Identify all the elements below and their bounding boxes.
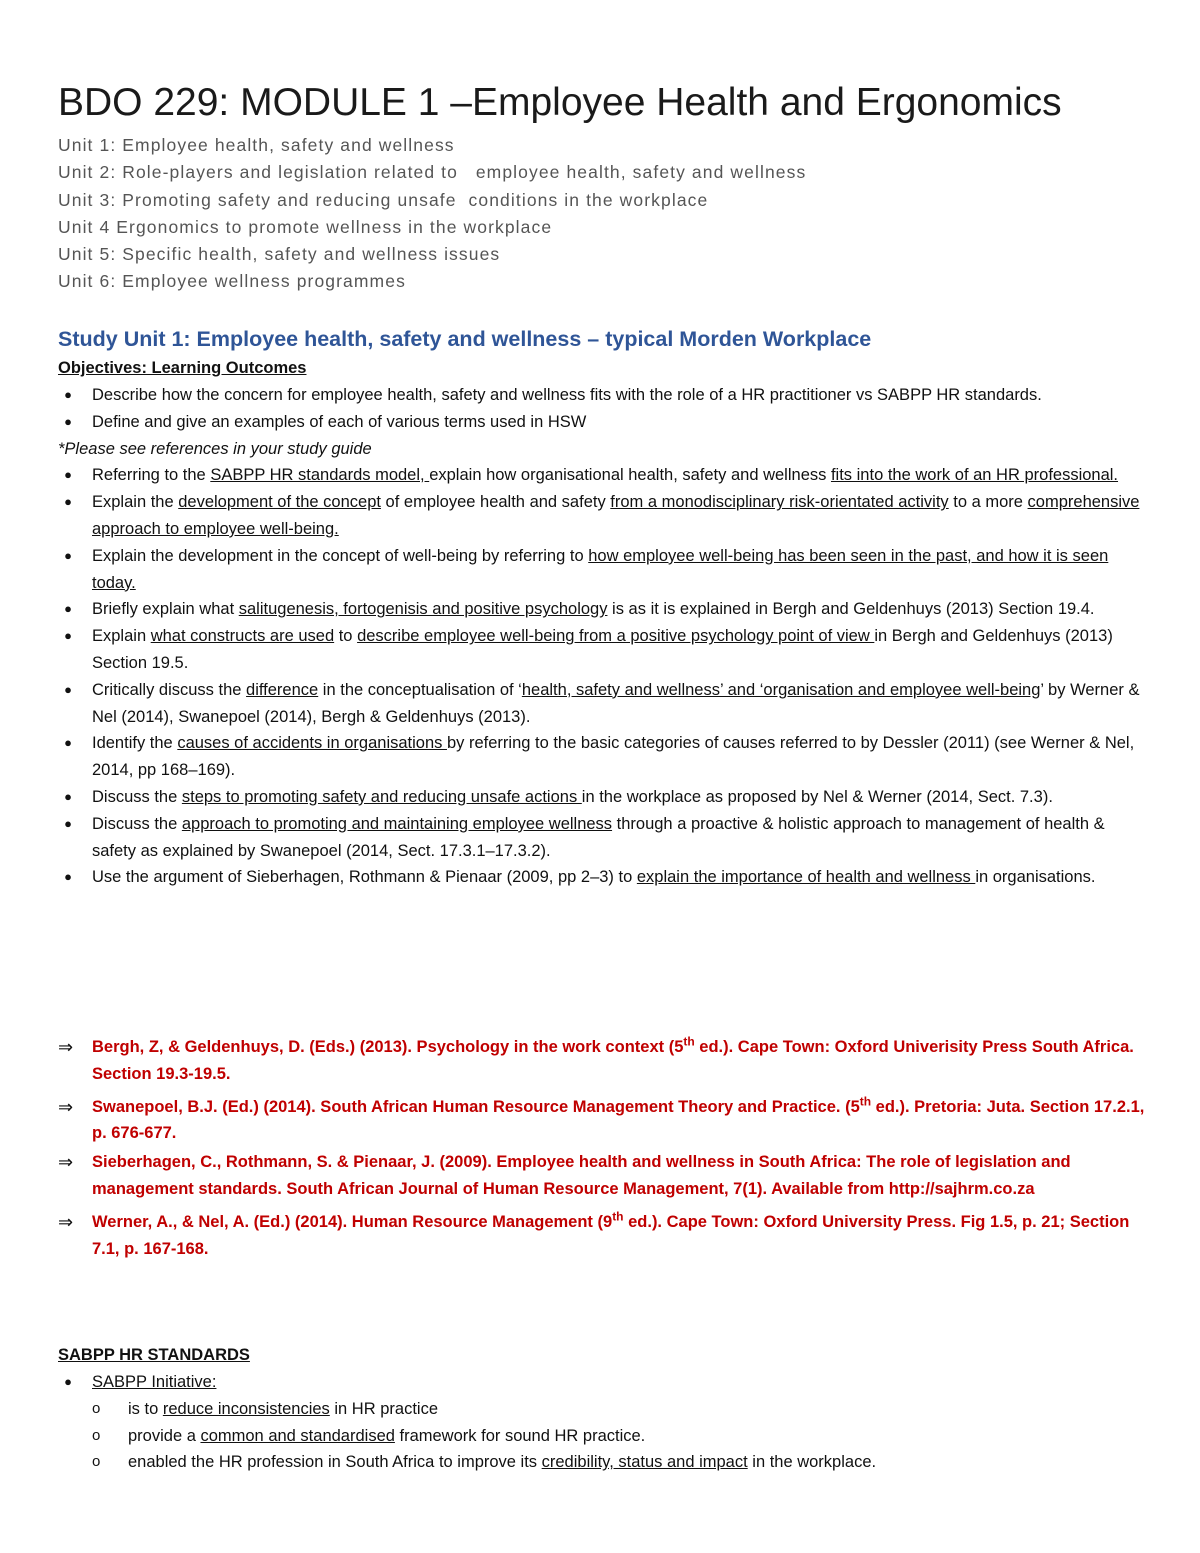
- objective-text: [92, 734, 1134, 779]
- underlined-text: what constructs are used: [150, 627, 335, 646]
- underlined-text: health, safety and wellness’ and ‘organisation and employee well-being: [521, 680, 1041, 699]
- sabpp-heading: SABPP HR STANDARDS: [58, 1346, 250, 1364]
- objective-text: [92, 788, 1053, 806]
- underlined-text: steps to promoting safety and reducing unsafe actions: [181, 787, 582, 806]
- text-run: in the conceptualisation of ‘: [318, 680, 522, 699]
- superscript-text: th: [683, 1034, 695, 1049]
- unit-line-3: Unit 3: Promoting safety and reducing unsafe conditions in the workplace: [58, 189, 709, 210]
- underlined-text: credibility, status and impact: [541, 1453, 748, 1472]
- text-run: Discuss the: [92, 814, 182, 833]
- text-run: explain how organisational health, safety and wellness: [429, 466, 831, 485]
- objective-text: [92, 627, 1113, 672]
- objective-item: [58, 382, 1148, 409]
- circle-bullet-icon: o: [92, 1453, 101, 1471]
- text-run: to: [334, 627, 358, 646]
- bullet-icon: ●: [64, 547, 72, 563]
- text-run: to a more: [948, 493, 1028, 512]
- objective-item: [58, 677, 1148, 731]
- unit-line-5: Unit 5: Specific health, safety and wellness issues: [58, 244, 501, 265]
- sabpp-sub-item: [58, 1423, 1148, 1450]
- underlined-text: describe employee well-being from a positive psychology point of view: [357, 627, 875, 646]
- unit-line-4: Unit 4 Ergonomics to promote wellness in the workplace: [58, 216, 553, 237]
- objective-item: [58, 864, 1148, 891]
- bullet-icon: ●: [64, 735, 72, 751]
- underlined-text: explain the importance of health and wellness: [636, 868, 976, 887]
- arrow-right-icon: ⇒: [58, 1096, 74, 1117]
- underlined-text: causes of accidents in organisations: [177, 734, 447, 753]
- bullet-icon: ●: [64, 387, 72, 402]
- reference-text: [92, 1209, 1130, 1258]
- objective-item: [58, 811, 1148, 865]
- text-run: through a proactive & holistic approach to management of health & safety as explained by Swanepoel (2014, Sect. 17.3.1–17.3.2).: [92, 814, 1105, 860]
- unit-list: [58, 132, 806, 296]
- objective-item: [58, 543, 1148, 597]
- objectives-list-a: [58, 382, 1148, 891]
- text-run: provide a: [128, 1426, 201, 1445]
- objective-item: [58, 784, 1148, 811]
- text-run: Describe how the concern for employee health, safety and wellness fits with the role of a HR practitioner vs SABPP HR standards.: [92, 386, 1042, 404]
- text-run: Sieberhagen, C., Rothmann, S. & Pienaar, J. (2009). Employee health and wellness in South Africa: The role of legislation and management standards. South African Journal of Human Resource Management, 7(1). Available from http://sajhrm.co.za: [92, 1153, 1071, 1198]
- study-guide-note: *Please see references in your study guide: [58, 439, 372, 458]
- underlined-text: how employee well-being has been seen in the past, and how it is seen today.: [92, 546, 1109, 592]
- text-run: Explain the development in the concept of well-being by referring to: [92, 546, 589, 565]
- text-run: of employee health and safety: [380, 493, 611, 512]
- reference-item: [58, 1094, 1148, 1148]
- underlined-text: SABPP HR standards model,: [210, 466, 430, 485]
- objective-text: [92, 681, 1139, 726]
- sabpp-sub-text: [128, 1400, 438, 1418]
- sabpp-sub-item: [58, 1396, 1148, 1423]
- text-run: Explain: [92, 627, 151, 646]
- underlined-text: comprehensive approach to employee well-being.: [92, 493, 1140, 538]
- objective-text: [92, 600, 1095, 618]
- arrow-right-icon: ⇒: [58, 1152, 74, 1173]
- arrow-right-icon: ⇒: [58, 1037, 74, 1057]
- objective-text: [92, 413, 586, 431]
- text-run: Briefly explain what: [92, 600, 239, 619]
- sabpp-list: [58, 1369, 1148, 1476]
- bullet-icon: ●: [64, 628, 72, 644]
- text-run: ’ by Werner & Nel (2014), Swanepoel (2014), Bergh & Geldenhuys (2013).: [92, 680, 1140, 726]
- bullet-icon: ●: [64, 1374, 72, 1389]
- text-run: in Bergh and Geldenhuys (2013) Section 19.5.: [92, 627, 1113, 672]
- text-run: ed.). Cape Town: Oxford University Press. Fig 1.5, p. 21; Section 7.1, p. 167-168.: [92, 1212, 1130, 1258]
- objective-item: [58, 489, 1148, 543]
- reference-list: [58, 1034, 1148, 1262]
- objective-item: [58, 462, 1148, 489]
- text-run: framework for sound HR practice.: [394, 1426, 646, 1445]
- superscript-text: th: [859, 1094, 872, 1109]
- objective-item: [58, 623, 1148, 677]
- objective-text: [92, 815, 1105, 860]
- bullet-icon: ●: [64, 681, 72, 697]
- objective-text: [92, 868, 1096, 886]
- text-run: Explain the: [92, 493, 179, 512]
- underlined-text: reduce inconsistencies: [162, 1399, 330, 1418]
- sabpp-initiative-label: SABPP Initiative:: [92, 1373, 217, 1391]
- bullet-icon: ●: [64, 788, 72, 804]
- objective-item: [58, 730, 1148, 784]
- unit-line-2: Unit 2: Role-players and legislation related to employee health, safety and wellness: [58, 162, 807, 183]
- reference-text: [92, 1094, 1145, 1143]
- circle-bullet-icon: o: [92, 1426, 101, 1444]
- text-run: Critically discuss the: [92, 680, 247, 699]
- bullet-icon: ●: [64, 601, 72, 617]
- underlined-text: from a monodisciplinary risk-orientated activity: [610, 493, 949, 512]
- text-run: Discuss the: [92, 787, 182, 806]
- underlined-text: fits into the work of an HR professional.: [830, 466, 1119, 485]
- objective-text: [92, 493, 1139, 538]
- text-run: Werner, A., & Nel, A. (Ed.) (2014). Human Resource Management (9: [92, 1212, 613, 1231]
- text-run: in organisations.: [975, 868, 1096, 887]
- reference-text: [92, 1153, 1071, 1198]
- text-run: in HR practice: [329, 1399, 438, 1418]
- objective-item: [58, 409, 1148, 436]
- unit-line-1: Unit 1: Employee health, safety and wellness: [58, 135, 455, 155]
- objective-item: [58, 596, 1148, 623]
- objective-text: [92, 547, 1108, 592]
- text-run: Define and give an examples of each of various terms used in HSW: [92, 412, 587, 431]
- study-unit-heading: Study Unit 1: Employee health, safety and wellness – typical Morden Workplace: [58, 327, 872, 351]
- circle-bullet-icon: o: [92, 1399, 101, 1417]
- superscript-text: th: [612, 1209, 624, 1224]
- reference-item: [58, 1209, 1148, 1263]
- text-run: Referring to the: [92, 466, 211, 485]
- text-run: Use the argument of Sieberhagen, Rothmann & Pienaar (2009, pp 2–3) to: [92, 868, 637, 887]
- underlined-text: difference: [246, 680, 319, 699]
- objective-text: [92, 386, 1042, 404]
- sabpp-sub-text: [128, 1453, 876, 1471]
- bullet-icon: ●: [64, 413, 72, 429]
- reference-text: [92, 1034, 1134, 1083]
- sabpp-sub-text: [128, 1427, 645, 1445]
- text-run: by referring to the basic categories of causes referred to by Dessler (2011) (see Werner & Nel, 2014, pp 168–169).: [92, 734, 1135, 780]
- text-run: Identify the: [92, 734, 178, 753]
- text-run: enabled the HR profession in South Africa to improve its: [128, 1453, 542, 1472]
- text-run: ed.). Cape Town: Oxford Univerisity Press South Africa. Section 19.3-19.5.: [92, 1038, 1134, 1083]
- bullet-icon: ●: [64, 494, 72, 510]
- sabpp-sub-item: [58, 1449, 1148, 1476]
- document-title: BDO 229: MODULE 1 –Employee Health and Ergonomics: [58, 81, 1062, 124]
- unit-line-6: Unit 6: Employee wellness programmes: [58, 271, 406, 292]
- arrow-right-icon: ⇒: [58, 1211, 74, 1232]
- underlined-text: salitugenesis, fortogenisis and positive psychology: [238, 600, 608, 619]
- text-run: in the workplace.: [747, 1453, 877, 1472]
- reference-item: [58, 1034, 1148, 1088]
- text-run: Swanepoel, B.J. (Ed.) (2014). South African Human Resource Management Theory and Practice. (5: [92, 1097, 860, 1116]
- text-run: is to: [128, 1399, 163, 1418]
- sabpp-initiative-item: [58, 1369, 1148, 1396]
- text-run: ed.). Pretoria: Juta. Section 17.2.1, p. 676-677.: [92, 1097, 1145, 1143]
- bullet-icon: ●: [64, 467, 72, 483]
- bullet-icon: ●: [64, 869, 72, 885]
- text-run: Bergh, Z, & Geldenhuys, D. (Eds.) (2013). Psychology in the work context (5: [92, 1038, 684, 1056]
- underlined-text: common and standardised: [200, 1426, 395, 1445]
- underlined-text: development of the concept: [178, 493, 381, 512]
- bullet-icon: ●: [64, 815, 72, 831]
- text-run: is as it is explained in Bergh and Geldenhuys (2013) Section 19.4.: [607, 600, 1095, 619]
- text-run: in the workplace as proposed by Nel & Werner (2014, Sect. 7.3).: [581, 787, 1053, 806]
- reference-item: [58, 1149, 1148, 1203]
- objectives-heading: Objectives: Learning Outcomes: [58, 359, 307, 377]
- objective-text: [92, 466, 1118, 484]
- underlined-text: approach to promoting and maintaining employee wellness: [181, 814, 613, 833]
